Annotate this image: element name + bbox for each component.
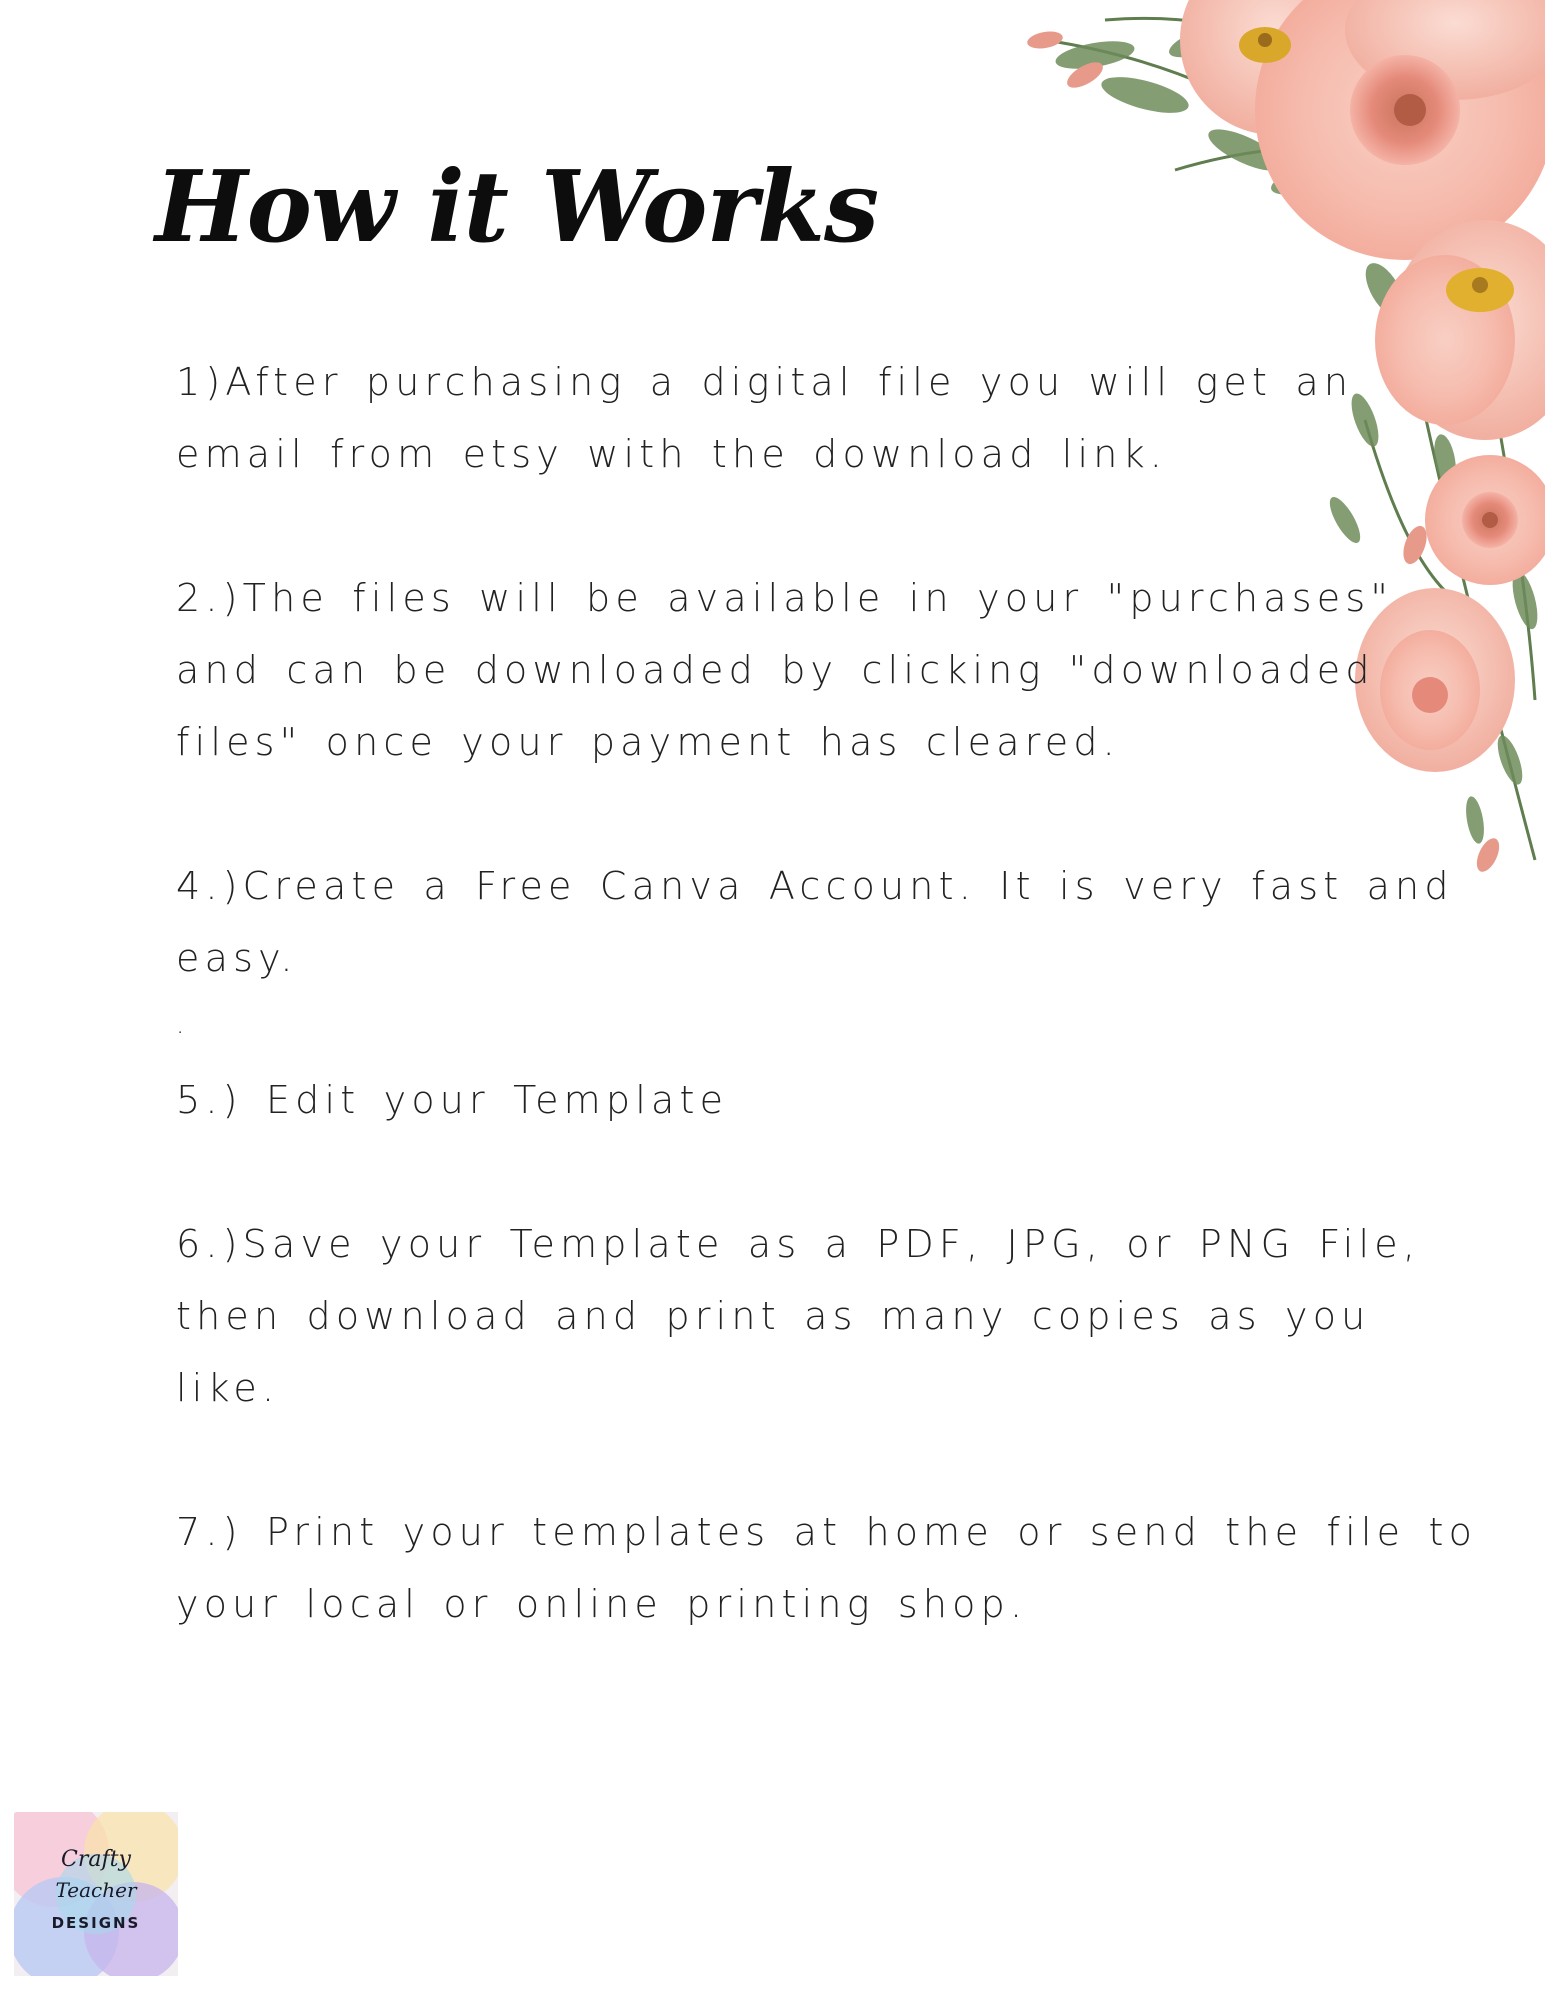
- step-line: like.: [176, 1366, 280, 1410]
- step-line: your local or online printing shop.: [176, 1582, 1028, 1626]
- step-line: 1)After purchasing a digital file you will get an: [176, 360, 1354, 404]
- logo-text-designs: DESIGNS: [51, 1914, 141, 1932]
- step-line: then download and print as many copies as you: [176, 1294, 1371, 1338]
- step-line: 5.) Edit your Template: [176, 1078, 729, 1122]
- stray-dot: .: [176, 1010, 190, 1040]
- step-line: 2.)The files will be available in your "purchases": [176, 576, 1394, 620]
- page-title: How it Works: [155, 150, 879, 265]
- brand-logo: [14, 1812, 178, 1976]
- step-line: 7.) Print your templates at home or send the file to: [176, 1510, 1478, 1554]
- logo-text-teacher: Teacher: [55, 1878, 137, 1902]
- step-line: email from etsy with the download link.: [176, 432, 1168, 476]
- step-line: 4.)Create a Free Canva Account. It is very fast and: [176, 864, 1454, 908]
- step-line: 6.)Save your Template as a PDF, JPG, or PNG File,: [176, 1222, 1421, 1266]
- logo-text-crafty: Crafty: [61, 1847, 131, 1872]
- step-line: easy.: [176, 936, 298, 980]
- step-line: and can be downloaded by clicking "downloaded: [176, 648, 1375, 692]
- step-line: files" once your payment has cleared.: [176, 720, 1120, 764]
